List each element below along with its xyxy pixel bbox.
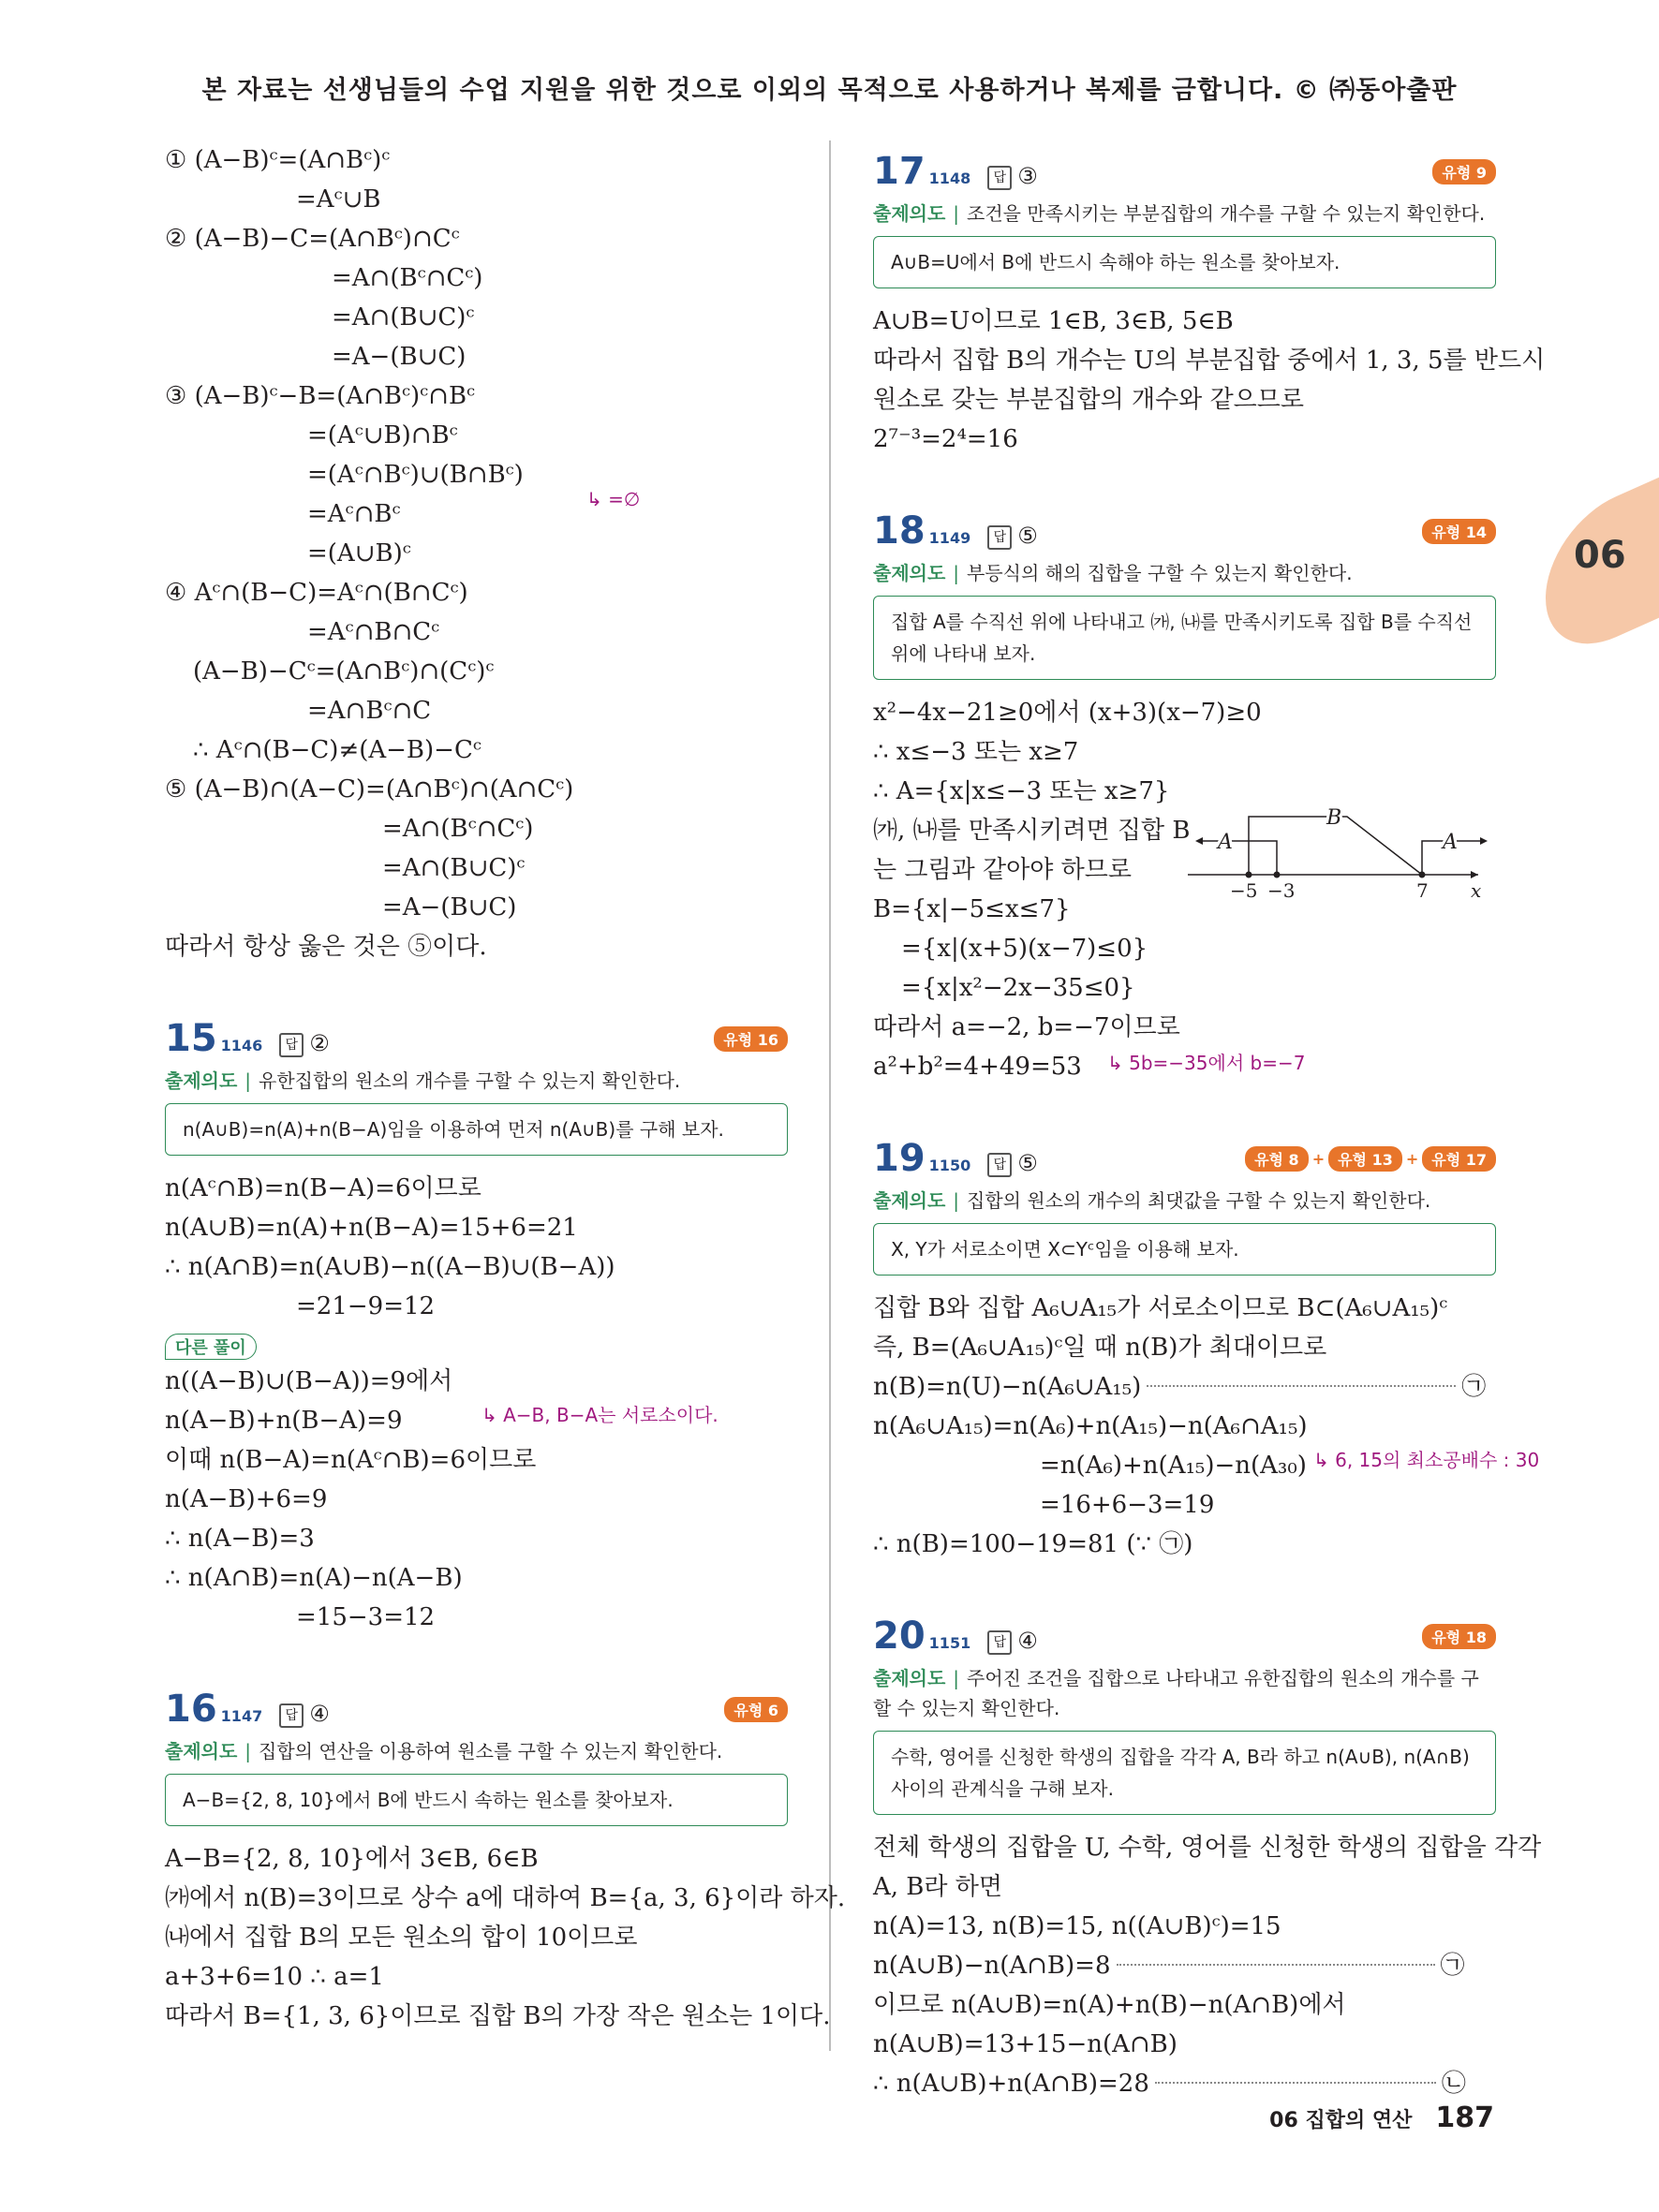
hint-box: A∪B=U에서 B에 반드시 속해야 하는 원소를 찾아보자.: [873, 236, 1496, 288]
math-text: 원소로 갖는 부분집합의 개수와 같으므로: [873, 386, 1305, 414]
column-divider: [829, 140, 831, 2051]
left-column: [165, 140, 846, 2036]
solution-body: [873, 302, 1546, 459]
intent-text: 부등식의 해의 집합을 구할 수 있는지 확인한다.: [967, 562, 1353, 584]
answer-value: ③: [1017, 163, 1038, 189]
answer-icon: 답: [987, 1630, 1012, 1655]
solution-line: [873, 1985, 1496, 2025]
solution-line: [165, 1957, 788, 1997]
math-text: =n(A₆)+n(A₁₅)−n(A₃₀): [1040, 1452, 1307, 1480]
answer-value: ⑤: [1017, 1150, 1038, 1176]
math-text: (A−B)−Cᶜ=(A∩Bᶜ)∩(Cᶜ)ᶜ: [193, 657, 495, 686]
type-badges: [724, 1697, 788, 1722]
question-code: 1148: [928, 170, 971, 187]
type-badges: [1422, 519, 1496, 544]
intent-label: 출제의도: [165, 1069, 238, 1092]
math-text: ∴ n(B)=100−19=81 (∵ ㉠): [873, 1530, 1193, 1558]
math-text: n(A∪B)−n(A∩B)=8: [873, 1952, 1111, 1980]
answer-value: ②: [309, 1030, 330, 1056]
math-text: n((A−B)∪(B−A))=9에서: [165, 1367, 453, 1395]
solution-line: [165, 180, 788, 219]
answer-value: ④: [1017, 1628, 1038, 1654]
math-text: ① (A−B)ᶜ=(A∩Bᶜ)ᶜ: [165, 146, 391, 174]
solution-line: [165, 219, 788, 258]
math-text: A, B라 하면: [873, 1873, 1003, 1901]
solution-line: [165, 848, 788, 888]
solution-line: [165, 770, 788, 809]
set-b-label: B: [1326, 806, 1342, 830]
math-text: =15−3=12: [296, 1603, 436, 1631]
question-code: 1150: [928, 1157, 971, 1174]
intent-separator: |: [244, 1069, 252, 1092]
question-19: [873, 1137, 1540, 1564]
solution-line: [165, 927, 788, 966]
math-text: n(A−B)+6=9: [165, 1485, 328, 1513]
solution-line: [165, 1440, 788, 1480]
solution-line: [165, 652, 788, 691]
math-text: =21−9=12: [296, 1292, 436, 1320]
leader-dots: [1147, 1385, 1456, 1387]
solution-line: [165, 494, 788, 534]
math-text: ∴ n(A−B)=3: [165, 1525, 315, 1553]
answer: [279, 1701, 330, 1727]
solution-line: [165, 573, 788, 612]
solution-line: [165, 1558, 788, 1598]
axis-x-label: x: [1471, 879, 1482, 901]
solution-line: [873, 1289, 1496, 1328]
math-text: ③ (A−B)ᶜ−B=(A∩Bᶜ)ᶜ∩Bᶜ: [165, 382, 476, 410]
math-text: ∴ n(A∩B)=n(A)−n(A−B): [165, 1564, 463, 1592]
tick-label-minus3: −3: [1267, 879, 1296, 901]
question-number: 20: [873, 1615, 926, 1658]
intent-separator: |: [953, 562, 960, 584]
math-text: ㈏에서 집합 B의 모든 원소의 합이 10이므로: [165, 1924, 638, 1952]
math-text: ∴ x≤−3 또는 x≥7: [873, 738, 1079, 766]
badge-plus: +: [1311, 1150, 1326, 1168]
solution-line: [873, 1047, 1496, 1086]
question-20: [873, 1615, 1542, 2103]
question-code: 1149: [928, 529, 971, 547]
question-header: [165, 1017, 788, 1066]
question-number: 18: [873, 509, 926, 553]
answer-value: ④: [309, 1701, 330, 1727]
question-intent: [873, 1663, 1496, 1723]
intent-label: 출제의도: [873, 1189, 946, 1212]
question-intent: [165, 1066, 788, 1096]
intent-text: 유한집합의 원소의 개수를 구할 수 있는지 확인한다.: [259, 1069, 681, 1092]
question-header: [873, 509, 1496, 558]
solution-line: [873, 929, 1496, 968]
solution-line: [165, 1208, 788, 1247]
question-header: [873, 1615, 1496, 1663]
solution-line: [165, 337, 788, 376]
math-text: ④ Aᶜ∩(B−C)=Aᶜ∩(B∩Cᶜ): [165, 579, 468, 607]
answer: [987, 523, 1038, 549]
type-badge: 유형 16: [714, 1026, 788, 1052]
math-text: n(B)=n(U)−n(A₆∪A₁₅): [873, 1373, 1142, 1401]
math-text: 따라서 집합 B의 개수는 U의 부분집합 중에서 1, 3, 5를 반드시: [873, 347, 1546, 375]
solution-line: [165, 1997, 831, 2036]
math-text: 따라서 항상 옳은 것은 ⑤이다.: [165, 933, 487, 961]
math-text: 이때 n(B−A)=n(Aᶜ∩B)=6이므로: [165, 1446, 537, 1474]
annotation-note: ↳ 5b=−35에서 b=−7: [1107, 1052, 1306, 1074]
solution-line: [165, 1169, 788, 1208]
math-text: ={x|x²−2x−35≤0}: [901, 974, 1135, 1002]
math-text: =Aᶜ∪B: [296, 185, 381, 214]
question-code: 1151: [928, 1634, 971, 1652]
solution-line: [165, 1247, 788, 1287]
math-text: =A∩(Bᶜ∩Cᶜ): [382, 815, 534, 843]
answer: [987, 1628, 1038, 1654]
answer-icon: 답: [279, 1033, 304, 1057]
type-badge: 유형 8: [1245, 1146, 1309, 1172]
math-text: ∴ n(A∩B)=n(A∪B)−n((A−B)∪(B−A)): [165, 1253, 615, 1281]
intent-separator: |: [953, 1667, 960, 1689]
question-intent: [873, 558, 1496, 588]
type-badge: 유형 17: [1422, 1146, 1496, 1172]
math-text: =Aᶜ∩Bᶜ: [307, 500, 401, 528]
type-badge: 유형 14: [1422, 519, 1496, 544]
solution-line: [165, 1598, 788, 1637]
math-text: =(Aᶜ∩Bᶜ)∪(B∩Bᶜ): [307, 461, 524, 489]
solution-line: [873, 420, 1496, 459]
math-text: 즉, B=(A₆∪A₁₅)ᶜ일 때 n(B)가 최대이므로: [873, 1334, 1327, 1362]
leader-dots: [1117, 1964, 1435, 1966]
type-badge: 유형 6: [724, 1697, 788, 1722]
math-text: x²−4x−21≥0에서 (x+3)(x−7)≥0: [873, 699, 1262, 727]
math-text: 이므로 n(A∪B)=n(A)+n(B)−n(A∩B)에서: [873, 1991, 1346, 2019]
equation-marker: ㉠: [1440, 1952, 1465, 1980]
math-text: =(Aᶜ∪B)∩Bᶜ: [307, 421, 458, 450]
math-text: 전체 학생의 집합을 U, 수학, 영어를 신청한 학생의 집합을 각각: [873, 1834, 1542, 1862]
question-16: [165, 1688, 846, 2036]
annotation-note: ↳ A−B, B−A는 서로소이다.: [481, 1404, 718, 1426]
intent-text: 집합의 원소의 개수의 최댓값을 구할 수 있는지 확인한다.: [967, 1189, 1431, 1212]
hint-box: X, Y가 서로소이면 X⊂Yᶜ임을 이용해 보자.: [873, 1223, 1496, 1276]
question-code: 1147: [220, 1707, 263, 1725]
math-text: =Aᶜ∩B∩Cᶜ: [307, 618, 440, 646]
solution-line: [165, 888, 788, 927]
solution-line: [873, 968, 1496, 1008]
solution-line: [165, 691, 788, 730]
set-a-label-left: A: [1218, 831, 1233, 854]
intent-separator: |: [953, 202, 960, 225]
right-column: [873, 140, 1546, 2103]
math-text: 는 그림과 같아야 하므로: [873, 856, 1132, 884]
intent-separator: |: [953, 1189, 960, 1212]
solution-line: [873, 302, 1496, 341]
math-text: ㈎, ㈏를 만족시키려면 집합 B: [873, 817, 1191, 845]
question-intent: [873, 1186, 1496, 1216]
chapter-side-number: 06: [1574, 534, 1626, 577]
question-intent: [165, 1736, 788, 1766]
question-header: [873, 1137, 1496, 1186]
page-number: 187: [1435, 2101, 1494, 2134]
leader-dots: [1155, 2082, 1436, 2084]
solution-line: [165, 1839, 788, 1879]
solution-line: [165, 534, 788, 573]
math-text: n(A)=13, n(B)=15, n((A∪B)ᶜ)=15: [873, 1912, 1281, 1940]
math-text: =A∩(B∪C)ᶜ: [332, 303, 475, 332]
question-header: [873, 150, 1496, 199]
solution-line: [165, 140, 788, 180]
solution-body: [873, 1289, 1540, 1564]
solution-line: [165, 809, 788, 848]
annotation-note: ↳ 6, 15의 최소공배수 : 30: [1313, 1449, 1540, 1471]
type-badges: [1422, 1624, 1496, 1649]
answer-icon: 답: [987, 166, 1012, 190]
math-text: =A−(B∪C): [382, 893, 517, 922]
solution-body: [873, 1828, 1542, 2103]
math-text: n(A∪B)=n(A)+n(B−A)=15+6=21: [165, 1214, 578, 1242]
solution-line: [873, 1328, 1496, 1367]
equation-marker: ㉠: [1461, 1373, 1487, 1401]
intent-separator: |: [244, 1740, 252, 1762]
solution-line: [165, 1401, 788, 1440]
question-15: [165, 1017, 788, 1637]
math-text: a+3+6=10 ∴ a=1: [165, 1963, 384, 1991]
question-number: 17: [873, 150, 926, 193]
equation-marker: ㉡: [1441, 2070, 1466, 2098]
solution-body: [165, 1169, 788, 1326]
intent-label: 출제의도: [873, 202, 946, 225]
intent-text: 집합의 연산을 이용하여 원소를 구할 수 있는지 확인한다.: [259, 1740, 723, 1762]
question-17: [873, 150, 1546, 459]
solution-line: [165, 455, 788, 510]
math-text: 집합 B와 집합 A₆∪A₁₅가 서로소이므로 B⊂(A₆∪A₁₅)ᶜ: [873, 1294, 1448, 1322]
math-text: ∴ A={x|x≤−3 또는 x≥7}: [873, 777, 1170, 805]
math-text: =A∩Bᶜ∩C: [307, 697, 432, 725]
type-badge: 유형 13: [1328, 1146, 1402, 1172]
intent-text: 주어진 조건을 집합으로 나타내고 유한집합의 원소의 개수를 구할 수 있는지 확인한다.: [873, 1667, 1479, 1719]
solution-line: [873, 1485, 1496, 1525]
solution-14-continued: [165, 140, 788, 966]
math-text: n(Aᶜ∩B)=n(B−A)=6이므로: [165, 1174, 481, 1202]
page-footer: [1269, 2101, 1494, 2134]
intent-label: 출제의도: [873, 1667, 946, 1689]
solution-line: [165, 612, 788, 652]
number-line-diagram: [1188, 798, 1488, 901]
type-badges: [1245, 1146, 1496, 1172]
alternate-solution-label: 다른 풀이: [165, 1334, 257, 1360]
type-badges: [1432, 159, 1496, 184]
solution-line: [873, 341, 1546, 380]
question-intent: [873, 199, 1496, 229]
question-number: 19: [873, 1137, 926, 1180]
math-text: 따라서 a=−2, b=−7이므로: [873, 1013, 1180, 1041]
math-text: n(A₆∪A₁₅)=n(A₆)+n(A₁₅)−n(A₆∩A₁₅): [873, 1412, 1308, 1440]
solution-line: [873, 1525, 1496, 1564]
question-code: 1146: [220, 1037, 263, 1054]
solution-line: [165, 1480, 788, 1519]
math-text: =A∩(B∪C)ᶜ: [382, 854, 526, 882]
math-text: =16+6−3=19: [1040, 1491, 1215, 1519]
hint-box: 수학, 영어를 신청한 학생의 집합을 각각 A, B라 하고 n(A∪B), n(A∩B) 사이의 관계식을 구해 보자.: [873, 1731, 1496, 1815]
question-header: [165, 1688, 788, 1736]
alternate-solution-body: [165, 1362, 788, 1637]
math-text: =(A∪B)ᶜ: [307, 539, 411, 568]
answer-icon: 답: [987, 525, 1012, 550]
solution-line: [873, 1367, 1496, 1407]
answer-icon: 답: [987, 1153, 1012, 1177]
math-text: B={x|−5≤x≤7}: [873, 895, 1071, 923]
answer: [987, 163, 1038, 189]
copyright-notice: 본 자료는 선생님들의 수업 지원을 위한 것으로 이외의 목적으로 사용하거나 복제를 금합니다. © ㈜동아출판: [201, 76, 1458, 105]
solution-line: [873, 1008, 1496, 1047]
intent-text: 조건을 만족시키는 부분집합의 개수를 구할 수 있는지 확인한다.: [967, 202, 1486, 225]
solution-line: [165, 298, 788, 337]
question-number: 16: [165, 1688, 217, 1731]
solution-line: [873, 1828, 1542, 1867]
math-text: a²+b²=4+49=53: [873, 1053, 1082, 1081]
badge-plus: +: [1405, 1150, 1419, 1168]
answer-icon: 답: [279, 1703, 304, 1728]
math-text: A∪B=U이므로 1∈B, 3∈B, 5∈B: [873, 307, 1234, 335]
hint-box: A−B={2, 8, 10}에서 B에 반드시 속하는 원소를 찾아보자.: [165, 1774, 788, 1826]
solution-body: [165, 1839, 846, 2036]
math-text: 따라서 B={1, 3, 6}이므로 집합 B의 가장 작은 원소는 1이다.: [165, 2002, 831, 2030]
footer-chapter: 06 집합의 연산: [1269, 2109, 1413, 2132]
math-text: A−B={2, 8, 10}에서 3∈B, 6∈B: [165, 1845, 539, 1873]
answer-value: ⑤: [1017, 523, 1038, 549]
solution-line: [873, 1446, 1540, 1485]
solution-line: [165, 1879, 846, 1918]
solution-line: [165, 258, 788, 298]
tick-label-minus5: −5: [1230, 879, 1258, 901]
type-badges: [714, 1026, 788, 1052]
solution-line: [873, 1907, 1496, 1946]
intent-label: 출제의도: [165, 1740, 238, 1762]
math-text: n(A∪B)=13+15−n(A∩B): [873, 2030, 1178, 2058]
math-text: n(A−B)+n(B−A)=9: [165, 1407, 403, 1435]
question-number: 15: [165, 1017, 217, 1060]
solution-line: [873, 693, 1496, 732]
solution-line: [873, 1946, 1496, 1985]
math-text: ② (A−B)−C=(A∩Bᶜ)∩Cᶜ: [165, 225, 460, 253]
solution-line: [165, 416, 788, 455]
solution-line: [165, 1287, 788, 1326]
math-text: ⑤ (A−B)∩(A−C)=(A∩Bᶜ)∩(A∩Cᶜ): [165, 775, 574, 804]
solution-line: [165, 376, 788, 416]
math-text: ㈎에서 n(B)=3이므로 상수 a에 대하여 B={a, 3, 6}이라 하자.: [165, 1884, 846, 1912]
solution-line: [165, 1918, 788, 1957]
solution-line: [873, 2025, 1496, 2064]
math-text: ∴ n(A∪B)+n(A∩B)=28: [873, 2070, 1149, 2098]
solution-line: [165, 730, 788, 770]
math-text: ={x|(x+5)(x−7)≤0}: [901, 935, 1148, 963]
type-badge: 유형 18: [1422, 1624, 1496, 1649]
solution-line: [165, 1519, 788, 1558]
math-text: ∴ Aᶜ∩(B−C)≠(A−B)−Cᶜ: [193, 736, 481, 764]
answer: [279, 1030, 330, 1056]
solution-line: [873, 1867, 1496, 1907]
solution-line: [873, 732, 1496, 772]
hint-box: 집합 A를 수직선 위에 나타내고 ㈎, ㈏를 만족시키도록 집합 B를 수직선 위에 나타내 보자.: [873, 596, 1496, 680]
set-a-label-right: A: [1443, 831, 1458, 854]
solution-line: [873, 380, 1496, 420]
annotation-note: ↳ =∅: [586, 488, 641, 510]
math-text: 2⁷⁻³=2⁴=16: [873, 425, 1018, 453]
intent-label: 출제의도: [873, 562, 946, 584]
math-text: =A∩(Bᶜ∩Cᶜ): [332, 264, 483, 292]
tick-label-7: 7: [1416, 879, 1429, 901]
answer: [987, 1150, 1038, 1176]
math-text: =A−(B∪C): [332, 343, 467, 371]
type-badge: 유형 9: [1432, 159, 1496, 184]
solution-line: [873, 2064, 1496, 2103]
hint-box: n(A∪B)=n(A)+n(B−A)임을 이용하여 먼저 n(A∪B)를 구해 보자.: [165, 1103, 788, 1156]
